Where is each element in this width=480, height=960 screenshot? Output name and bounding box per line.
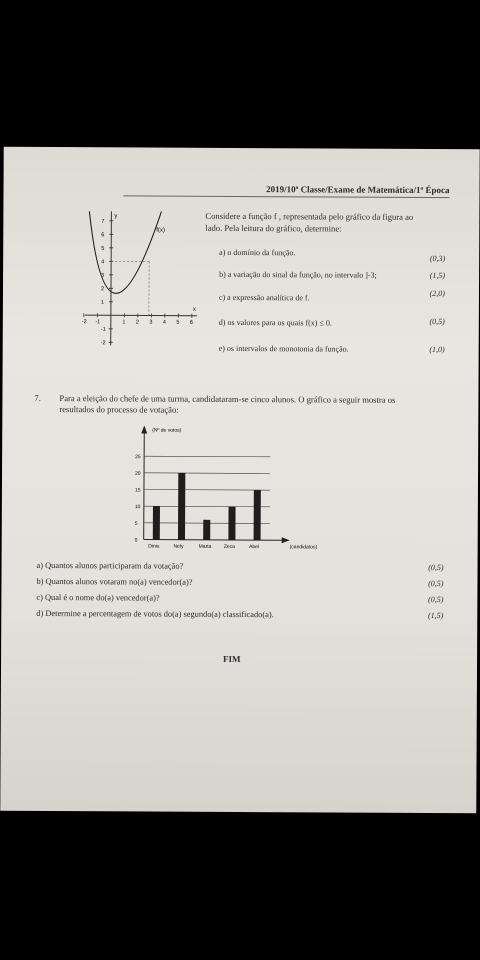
exam-header: 2019/10ª Classe/Exame de Matemática/1ª Época: [266, 184, 450, 196]
q7-item-a: a) Quantos alunos participaram da votação?: [36, 560, 184, 571]
fx-label: f(x): [156, 227, 165, 234]
chart-y-tick-label: 20: [135, 470, 141, 477]
q6-item-b: b) a variação do sinal da função, no intervalo ]-3;: [219, 269, 377, 280]
chart-x-axis: [144, 539, 284, 540]
x-tick-label: 3: [149, 319, 153, 326]
chart-y-tick-label: 25: [135, 454, 141, 461]
chart-x-tick-label: Zeca: [223, 543, 235, 550]
q6-item-a: a) o domínio da função.: [219, 247, 296, 258]
chart-gridline: [144, 489, 270, 490]
chart-x-tick-label: Nely: [173, 543, 184, 550]
footer-fim: FIM: [223, 653, 241, 665]
x-tick-label: -2: [81, 319, 87, 326]
q6-points-b: (1,5): [429, 270, 446, 281]
chart-gridline: [144, 473, 270, 474]
q6-item-e: e) os intervalos de monotonia da função.: [218, 343, 349, 354]
q7-item-d: d) Determine a percentagem de votos do(a) segundo(a) classificado(a).: [36, 608, 274, 620]
x-axis: [85, 315, 197, 316]
x-tick-label: 4: [162, 319, 166, 326]
exam-paper: [0, 147, 479, 813]
chart-y-arrow: [141, 425, 147, 433]
y-tick-label: 2: [100, 286, 105, 293]
x-tick-label: -1: [95, 319, 101, 326]
y-axis-label: y: [114, 213, 118, 220]
chart-gridline: [144, 456, 270, 457]
chart-bar-zeca: [228, 507, 235, 540]
chart-y-axis: [144, 431, 145, 539]
chart-y-tick-label: 5: [134, 520, 138, 527]
q7-points-c: (0,5): [428, 594, 444, 605]
q6-points-a: (0,3): [429, 253, 446, 264]
chart-ylabel: (Nº de votos): [152, 427, 182, 434]
q6-points-e: (1,0): [429, 344, 445, 355]
q7-points-a: (0,5): [428, 562, 444, 573]
function-graph: [81, 205, 202, 348]
y-axis: [111, 211, 112, 345]
parabola-curve: [89, 211, 161, 293]
y-tick-label: 4: [101, 259, 105, 266]
y-tick-label: 5: [101, 245, 105, 252]
q7-intro: Para a eleição do chefe de uma turma, candidataram-se cinco alunos. O gráfico a seguir mostra os resultados do processo de votação:: [59, 393, 396, 415]
q7-item-c: c) Qual é o nome do(a) vencedor(a)?: [36, 592, 160, 603]
chart-bar-nely: [178, 473, 185, 540]
header-rule: [123, 195, 449, 198]
chart-y-tick-label: 15: [134, 487, 141, 494]
q6-item-d: d) os valores para os quais f(x) ≤ 0.: [218, 317, 332, 328]
chart-bar-dinis: [153, 506, 160, 539]
q7-points-d: (1,5): [427, 610, 444, 621]
y-tick-label: -2: [100, 340, 106, 347]
q6-points-d: (0,5): [429, 316, 445, 327]
chart-bar-abel: [254, 490, 261, 540]
chart-y-tick-label: 10: [134, 504, 141, 511]
votes-bar-chart: [112, 423, 343, 550]
q6-item-c: c) a expressão analítica de f.: [218, 292, 310, 303]
chart-x-tick-label: Abel: [249, 544, 260, 551]
chart-y-tick-label: 0: [134, 537, 138, 544]
q7-points-b: (0,5): [428, 578, 444, 589]
q7-number: 7.: [34, 392, 41, 403]
x-tick-label: 5: [176, 319, 180, 326]
y-tick-label: 1: [100, 299, 105, 306]
x-tick-label: 6: [189, 319, 193, 326]
y-tick-label: 7: [101, 218, 105, 225]
chart-xlabel: (candidatos): [289, 544, 318, 551]
chart-x-tick-label: Marta: [198, 543, 212, 550]
q6-intro: Considere a função f , representada pelo gráfico da figura ao lado. Pela leitura do gráfico, determine:: [205, 210, 414, 234]
y-tick-label: 6: [101, 232, 105, 239]
x-tick-label: 2: [135, 319, 139, 326]
y-tick-label: 3: [101, 272, 105, 279]
chart-x-arrow: [282, 537, 290, 543]
q7-item-b: b) Quantos alunos votaram no(a) vencedor(a)?: [36, 576, 193, 587]
chart-x-tick-label: Dinis: [148, 543, 160, 550]
chart-gridline: [144, 506, 270, 507]
x-axis-label: x: [192, 306, 196, 313]
y-tick-label: -1: [100, 326, 106, 333]
x-tick-label: 1: [122, 319, 126, 326]
q6-points-c: (2,0): [429, 288, 446, 299]
chart-bar-marta: [203, 520, 210, 540]
